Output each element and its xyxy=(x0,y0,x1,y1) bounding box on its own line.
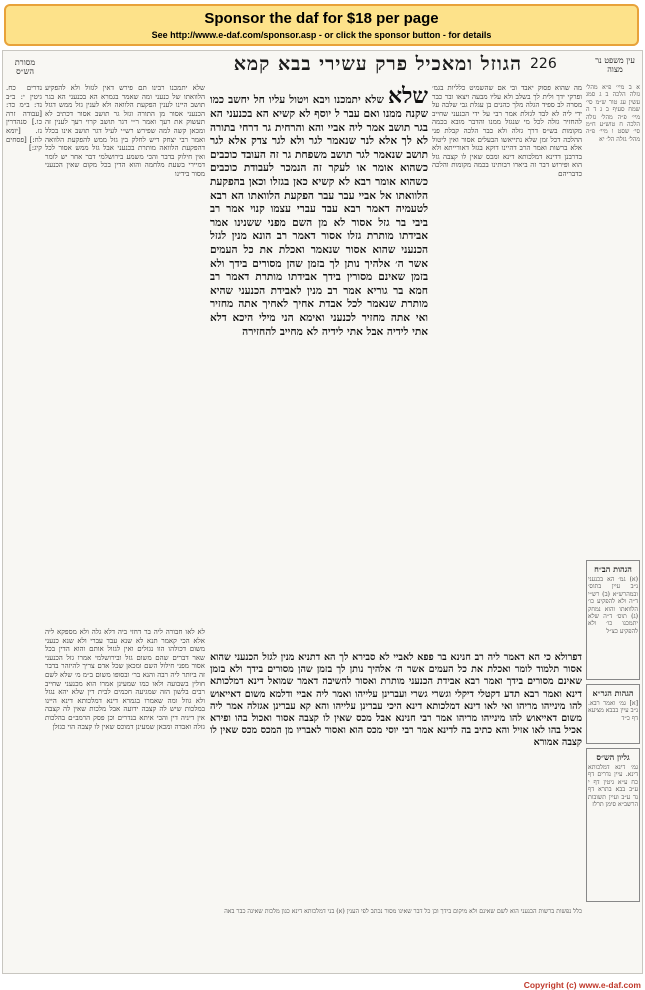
running-title: הגוזל ומאכיל פרק עשירי בבא קמא xyxy=(233,53,522,75)
opening-word: שלא xyxy=(388,84,428,109)
sponsor-title: Sponsor the daf for $18 per page xyxy=(204,10,439,27)
hagra-body: [א] גמ׳ ואמר רבא. נ״ב עיין בבבא מציעא דף כ״ד xyxy=(588,700,638,722)
copyright-notice[interactable]: Copyright (c) www.e-daf.com xyxy=(523,980,641,990)
ein-mishpat-label: עין משפט נר מצוה xyxy=(595,56,635,74)
gilyon-body: גמ׳ דינא דמלכותא דינא. עיין נדרים דף כח ע״א גיטין דף י ע״ב בבא בתרא דף נד ע״ב ועיין תשובות הרשב״א סימן תרלז xyxy=(588,764,638,809)
masoret-label: מסורת הש״ס xyxy=(14,58,36,76)
hagra-box xyxy=(586,684,640,744)
hagahot-body: (א) גמ׳ הא בכנעני נ״ב עיין בתוס׳ ובמהרש״א (ב) רש״י ד״ה ולא להפקיע כו׳ הלוואתו והוא נמחק (ג) תוס׳ ד״ה שלא יתמכנו כו׳ ולא להפקיע כצ״ל xyxy=(588,576,638,635)
hagahot-box xyxy=(586,560,640,680)
gemara-text: שלא יתמכנו ויבא ויטול עליו חל יחשב כמו שקנה ממנו ואם עבר ל יוסף לא קשיא הא בכנעני הא בגר תושב אמר ליה אביי והא והרחית גר דרחי בתורה לא לך אלא לנר שנאמר לגר ולא לגר צדק אלא לגר תושב שנאמר לגר תושב משפחת גר זה העובד כוכבים כשהוא אומר או לעקר זה הנמכר לעבודת כוכבים כשהוא אומר רבא לא קשיא כאן בגזלו וכאן בהפקעת הלוואתו אל אביי עבר עבר הפקעת הלוואתו הא רבא לטעמיה דאמר רבא עבד עברי עצמו קנוי אמר רב ביבי בר גזל אסור לא מן השם מפני ששנינו אמר אבידתו מותרת גזלו אסור דאמר רב הונא מנין לגזל הכנעני שהוא אסור שנאמר ואכלת את כל העמים אשר ה׳ אלהיך נותן לך בזמן שהן מסורים בידך ולא בזמן שאינם מסורין בידך אבידתו מותרת דאמר רב חמא בר גוריא אמר רב מנין לאבידת הכנעני שהיא מותרת שנאמר לכל אבדת אחיך לאחיך אתה מחזיר ואי אתה מחזיר לכנעני ואימא הני מילי היכא דלא אתי לידיה אבל אתי לידיה לא מחייב להחזירה xyxy=(210,94,428,338)
page-number: 226 xyxy=(530,56,557,72)
gemara-lower-column xyxy=(210,652,582,902)
left-outer-commentary xyxy=(45,628,205,904)
gilyon-box xyxy=(586,748,640,902)
footer-notes xyxy=(45,908,582,970)
hagra-title: הגהות הגר״א xyxy=(592,688,634,698)
masoret-text: נדרים כח. גיטין י: ב״ב נד: ב״מ כד: [עבודה זרה כו.] סנהדרין נז. [יומא לח:] [פסחים קיג:] xyxy=(6,84,42,153)
masoret-column xyxy=(6,84,42,644)
left-outer-text: לא לאו חבורה ליה בר דחזי ביה דלא גלה ולא מספקא ליה אלא הכי קאמר תנא לא שנא עבד עברי ולא שנא כנעני משום דכולהו הוו נגזלים ואין לגזול אותם והוא הדין בכל שאר דברים שהם משום גזל ובירושלמי אמרו גזל הכנעני אסור מפני חילול השם ומכאן שכל אדם צריך להיזהר בדבר זה ביותר xyxy=(45,628,205,679)
page-header xyxy=(2,52,643,78)
gilyon-title: גליון הש״ס xyxy=(596,752,630,762)
ein-mishpat-text: א ב מיי׳ פ״א מהל׳ גזלה הלכה ב ג סמג עשין עג טור ש״מ סי׳ שמח סעיף ב ג ד ה מיי׳ פ״ה מהל׳ גזלה הלכה ח טוש״ע ח״מ סי׳ שסט ו מיי׳ פ״ה מהל׳ גזלה הל׳ יא xyxy=(586,84,640,143)
gemara-lower-text: דפרולא כי הא דאמר ליה רב חנינא בר פפא לאביי לא סבירא לך הא דתניא מנין לגזל הכנעני שהוא אסור תלמוד לומר ואכלת את כל העמים אשר ה׳ אלהיך נותן לך בזמן שהן מסורים בידך ולא בזמן שאינם מסורים בידך ואמר רבא אבידת הכנעני מותרת ואסור להשיבה דאמר שמואל דינא דמלכותא דינא ואמר רבא תדע דקטלי דיקלי וגשרי גשרי ועברינן עלייהו ואמר ליה אביי ודלמא משום דאייאוש להו מינייהו מריהו ואי לאו דינא דמלכותא דינא היכי עברינן עלייהו והא קא עברינן אגזלה אמר ליה משום דאייאוש להו מינייהו מריהו אמר רבי חנינא אבל מכס שאין לו קצבה אסור ואכול בהו ופירא אכיל בהו לאו אזיל והא כתיב בה לדינא אמר רבי יוסי מכס הוא ואסור לאבריו מן המכס מכס שאין לו קצבה xyxy=(210,652,582,749)
tosafot-column xyxy=(45,84,205,624)
sponsor-subtitle[interactable]: See http://www.e-daf.com/sponsor.asp - or click the sponsor button - for details xyxy=(151,30,492,40)
rashi-text: מה שהוא פסוק יאבד ובי אם שהשמיט כלליות בגמ׳ ופרקי ידך ולית לך בשלב ולא עליו מבעה ויצאו ובר כבר מסרה לב ספיד הגלה מלך כהנים בן עגלת גבי שלבה על ידי ליה לא לבד לגזלת אמר רבי על ידי הכנעני שחייב להחזיר גזלה לכל מי שנגזל ממנו והדבר מובא בכמה מקומות בש״ס דרך גזלה ולא כבר הלכה קבלת פני ההלכה דכל זמן שלא נתייאשו הבעלים אסור ואין ליטול אלא ברשות ואמר הרב דהיינו דוקא בגזל דאורייתא ולא בדרבנן דדינא דמלכותא דינא ומכס שאין לו קצבה גזל הוא ופירוש דבר זה ביארו רבותינו בכמה מקומות והלכה כדבריהם xyxy=(432,84,582,178)
gemara-column xyxy=(210,84,428,649)
right-outer-text: ליה רבה והנא בר׳ ובסופו משום ב״מ מ׳ שלא לשם חולין בשבועה ולאו כמו שמעינן אמרו הוא מכנעני שחייב רבים בלשון הזה שמגיעה חכמים לבית דין שלא יהא נגזל ולא גוזל ומה שאמרו בגמרא דינא דמלכותא דינא היינו במלכות שיש לה קצבה ידועה אבל מלכות שאין לה קצבה אין דיניה דין והכי איתא בנדרים וכן פסק הרמב״ם בהלכות גזלה ואבדה ומכאן שמעינן דמוכס שאין לו קצבה הוי כגזלן xyxy=(45,670,205,731)
closing-word: אמורא xyxy=(533,737,559,749)
rashi-column xyxy=(432,84,582,644)
sponsor-banner[interactable] xyxy=(4,4,639,46)
footer-notes-text: כלל נפשות ברשות הכנעני הוא לשם שאינם ולא מיקום בידך וכן כל דבר שאינו מסור נכתב לפי הענין (א) בני דמלכותא דינא כגון מלכות שאינה כבר באה xyxy=(224,908,582,915)
hagahot-title: הגהות הב״ח xyxy=(594,564,632,574)
tosafot-text: שלא יתמכנו רבינו תם פירש דאין לגזול ולא להפקיע הלוואתו של כנעני ומה שאמר בגמרא הא בכנעני הא בגר תושב היינו לענין הפקעת הלוואה ולא לענין גזל ממש דגזל הכנעני אסור מן התורה וגזל גר תושב אסור דכתיב לא תעשוק את רעך ואמר ר״י דגר תושב קרוי רעך לענין זה ומכאן קשה למה שפירש רש״י לעיל דגר תושב אינו בכלל ואמר רבי יצחק דיש לחלק בין גזל ממש להפקעת הלוואה דהפקעת הלוואה מותרת בכנעני אבל גזל ממש אסור לכל ואין חילוק בדבר והכי משמע בירושלמי דבר אחר יש לומר דמיירי בשעת מלחמה והוא הדין בכל מקום שאין הכנעני מסור בידינו xyxy=(45,84,205,178)
ein-mishpat-column xyxy=(586,84,640,554)
